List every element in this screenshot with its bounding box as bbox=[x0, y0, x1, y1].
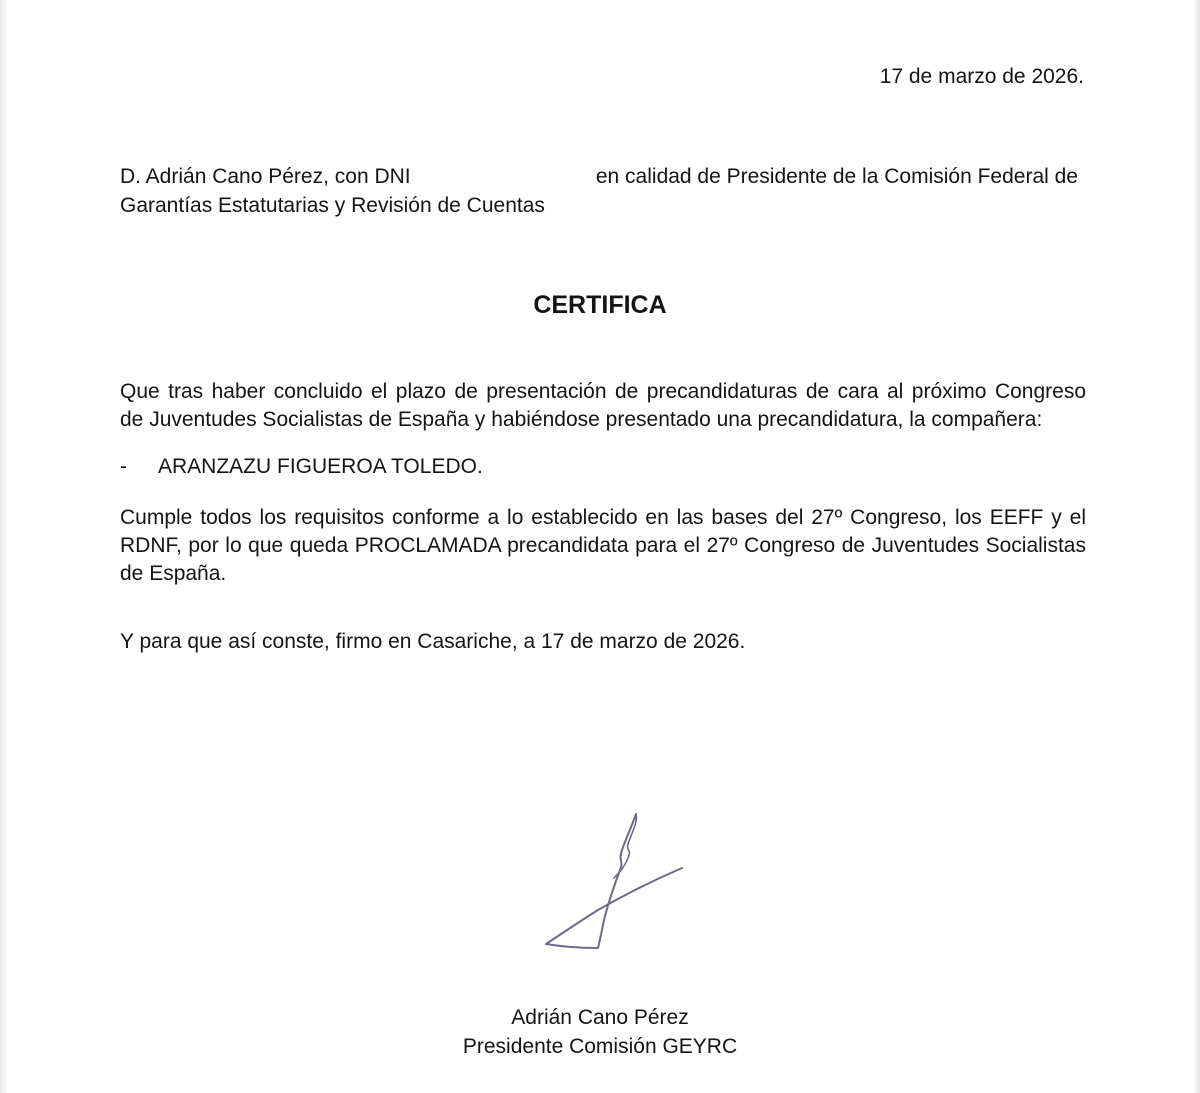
page-edge-right bbox=[1192, 0, 1200, 1093]
signer-name: Adrián Cano Pérez bbox=[511, 1006, 689, 1029]
page-edge-left bbox=[0, 0, 8, 1093]
paragraph-1-line-2: de Juventudes Socialistas de España y habiéndose presentado una precandidatura, la compañera: bbox=[120, 408, 1043, 431]
intro-role-text-continued: Garantías Estatutarias y Revisión de Cuentas bbox=[120, 194, 545, 217]
paragraph-2: Cumple todos los requisitos conforme a lo establecido en las bases del 27º Congreso, los EEFF y el RDNF, por lo que queda PROCLAMADA precandidata para el 27º Congreso de Juventudes Socialistas de España. bbox=[120, 506, 1086, 585]
paragraph-1-line-1: Que tras haber concluido el plazo de presentación de precandidaturas de cara al próximo Congreso bbox=[120, 380, 1086, 403]
intro-name-text: D. Adrián Cano Pérez, con DNI bbox=[120, 165, 411, 188]
handwritten-signature bbox=[536, 808, 696, 958]
signer-title: Presidente Comisión GEYRC bbox=[462, 1035, 738, 1058]
document-date: 17 de marzo de 2026. bbox=[879, 65, 1084, 88]
paragraph-3: Y para que así conste, firmo en Casariche, a 17 de marzo de 2026. bbox=[120, 630, 746, 653]
candidate-list-item bbox=[120, 453, 483, 481]
intro-paragraph bbox=[120, 162, 1078, 220]
signature-stroke-main bbox=[546, 814, 682, 948]
paragraph-1 bbox=[120, 378, 1086, 434]
signer-block bbox=[442, 1003, 758, 1061]
candidate-name: ARANZAZU FIGUEROA TOLEDO. bbox=[158, 455, 483, 478]
list-bullet-dash: - bbox=[120, 455, 127, 478]
redacted-dni bbox=[437, 162, 569, 186]
document-title: CERTIFICA bbox=[533, 291, 667, 319]
intro-role-text: en calidad de Presidente de la Comisión Federal de bbox=[595, 165, 1078, 188]
